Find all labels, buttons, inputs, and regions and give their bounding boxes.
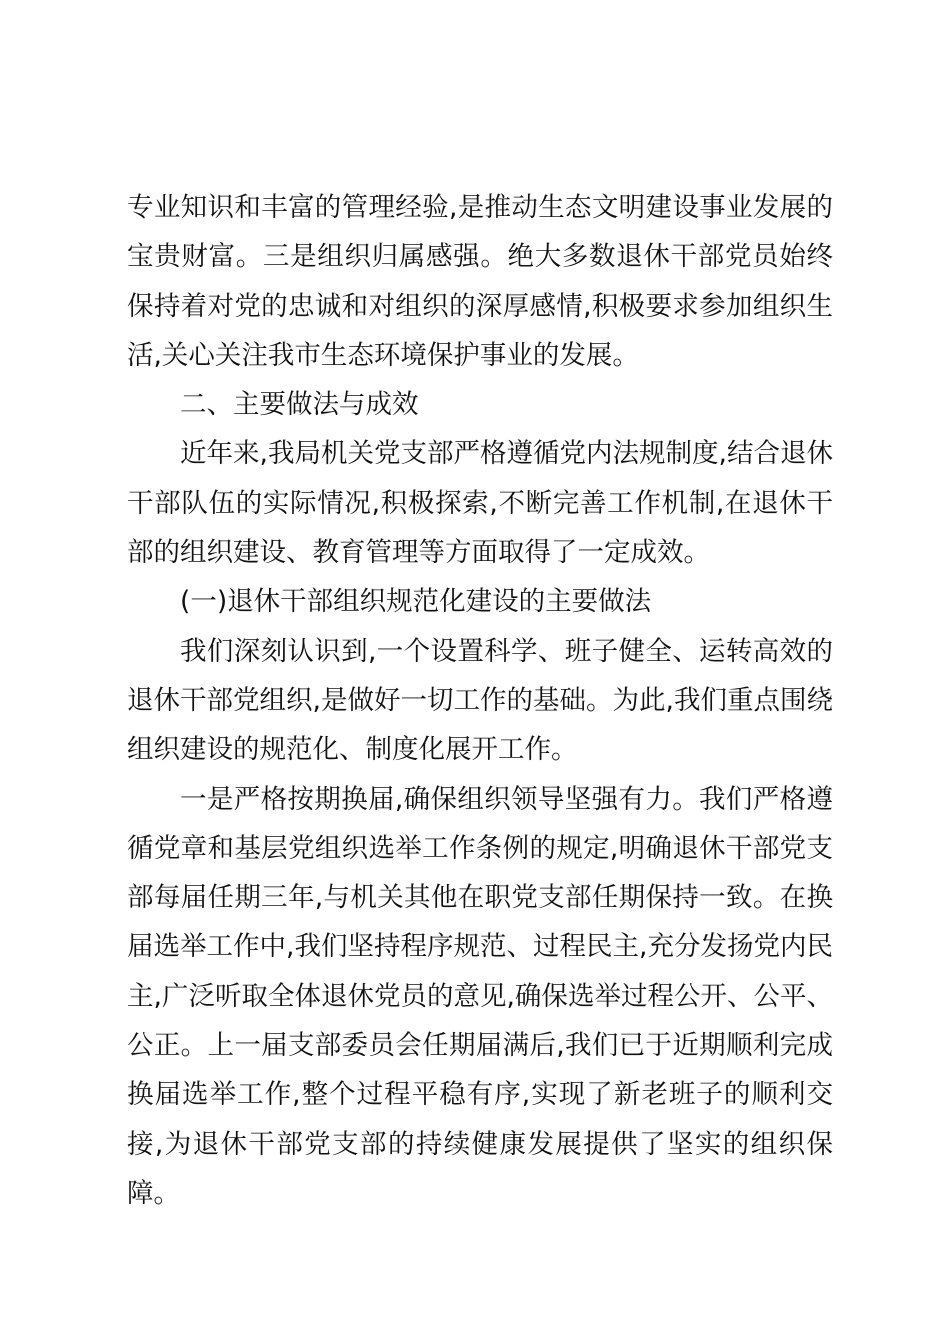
paragraph-continued: 专业知识和丰富的管理经验,是推动生态文明建设事业发展的宝贵财富。三是组织归属感强。绝大多数退休干部党员始终保持着对党的忠诚和对组织的深厚感情,积极要求参加组织生活,关心关注我市生态环境保护事业的发展。 <box>127 192 833 371</box>
subsection-heading-organization: (一)退休干部组织规范化建设的主要做法 <box>180 586 652 618</box>
paragraph-foundation: 我们深刻认识到,一个设置科学、班子健全、运转高效的退休干部党组织,是做好一切工作的基础。为此,我们重点围绕组织建设的规范化、制度化展开工作。 <box>127 635 833 766</box>
paragraph-election: 一是严格按期换届,确保组织领导坚强有力。我们严格遵循党章和基层党组织选举工作条例的规定,明确退休干部党支部每届任期三年,与机关其他在职党支部任期保持一致。在换届选举工作中,我们坚持程序规范、过程民主,充分发扬党内民主,广泛听取全体退休党员的意见,确保选举过程公开、公平、公正。上一届支部委员会任期届满后,我们已于近期顺利完成换届选举工作,整个过程平稳有序,实现了新老班子的顺利交接,为退休干部党支部的持续健康发展提供了坚实的组织保障。 <box>127 783 833 1209</box>
paragraph-intro: 近年来,我局机关党支部严格遵循党内法规制度,结合退休干部队伍的实际情况,积极探索,不断完善工作机制,在退休干部的组织建设、教育管理等方面取得了一定成效。 <box>127 438 833 569</box>
document-body <box>127 183 833 1218</box>
section-heading-main-practices: 二、主要做法与成效 <box>180 389 419 421</box>
